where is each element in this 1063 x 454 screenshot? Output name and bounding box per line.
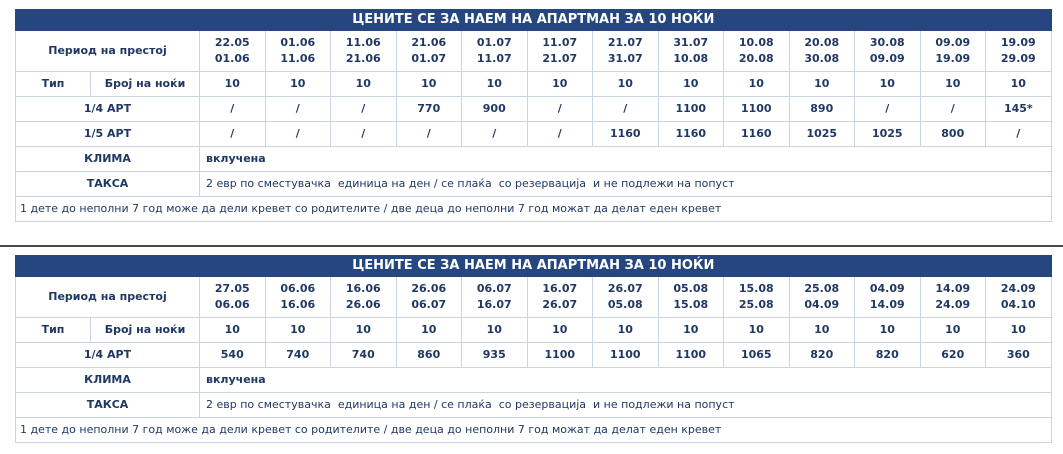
price-cell: 1160 (593, 122, 659, 147)
period-cell (200, 31, 266, 72)
table-title-row (16, 256, 1052, 277)
period-cell (200, 277, 266, 318)
period-from: 27.05 (214, 282, 250, 295)
period-to: 06.07 (411, 298, 447, 311)
period-cell (593, 31, 659, 72)
price-cell: 820 (855, 343, 921, 368)
period-cell (658, 31, 724, 72)
tax-row (16, 172, 1052, 197)
price-cell: 1100 (527, 343, 593, 368)
period-cell (855, 277, 921, 318)
period-to: 01.06 (214, 52, 250, 65)
price-table-2 (15, 255, 1052, 443)
period-to: 26.06 (345, 298, 381, 311)
period-to: 09.09 (869, 52, 905, 65)
period-to: 16.07 (476, 298, 512, 311)
period-row (16, 31, 1052, 72)
period-to: 11.07 (476, 52, 512, 65)
price-cell: 1160 (658, 122, 724, 147)
nights-cell: 10 (986, 318, 1052, 343)
note-cell (16, 197, 1052, 222)
apartment-type-label: 1/4 АРТ (16, 343, 200, 368)
period-cell (462, 31, 528, 72)
period-cell (265, 31, 331, 72)
price-row (16, 97, 1052, 122)
period-cell (724, 31, 790, 72)
apartment-type-label: 1/5 АРТ (16, 122, 200, 147)
period-to: 01.07 (411, 52, 447, 65)
nights-cell: 10 (200, 72, 266, 97)
period-from: 16.06 (345, 282, 381, 295)
period-from: 10.08 (738, 36, 774, 49)
nights-cell: 10 (789, 72, 855, 97)
price-cell: / (527, 122, 593, 147)
price-cell: / (920, 97, 986, 122)
price-cell: 770 (396, 97, 462, 122)
price-cell: 1100 (658, 97, 724, 122)
period-row (16, 277, 1052, 318)
period-to: 14.09 (869, 298, 905, 311)
period-from: 19.09 (1000, 36, 1036, 49)
nights-cell: 10 (396, 72, 462, 97)
period-cell (986, 31, 1052, 72)
period-label: Период на престој (16, 277, 200, 318)
price-cell: 1065 (724, 343, 790, 368)
type-label: Тип (16, 318, 91, 343)
period-to: 15.08 (673, 298, 709, 311)
tax-label: ТАКСА (16, 172, 200, 197)
price-cell: 740 (265, 343, 331, 368)
period-from: 01.07 (476, 36, 512, 49)
nights-label: Број на ноќи (91, 72, 200, 97)
children-note: 1 дете до неполни 7 год може да дели кревет со родителите / две деца до неполни 7 год можат да делат еден кревет (20, 202, 722, 215)
price-cell: 620 (920, 343, 986, 368)
period-to: 30.08 (804, 52, 840, 65)
price-cell: 800 (920, 122, 986, 147)
period-from: 06.07 (476, 282, 512, 295)
price-cell: 860 (396, 343, 462, 368)
period-from: 01.06 (280, 36, 316, 49)
nights-cell: 10 (920, 318, 986, 343)
price-cell: / (265, 122, 331, 147)
nights-cell: 10 (789, 318, 855, 343)
nights-cell: 10 (265, 318, 331, 343)
period-cell (527, 31, 593, 72)
period-cell (658, 277, 724, 318)
period-to: 26.07 (542, 298, 578, 311)
nights-cell: 10 (527, 72, 593, 97)
period-from: 26.06 (411, 282, 447, 295)
period-to: 16.06 (280, 298, 316, 311)
period-cell (920, 31, 986, 72)
note-row (16, 418, 1052, 443)
nights-cell: 10 (462, 318, 528, 343)
period-from: 11.06 (345, 36, 381, 49)
period-from: 15.08 (738, 282, 774, 295)
price-cell: / (331, 122, 397, 147)
ac-label: КЛИМА (16, 147, 200, 172)
period-from: 26.07 (607, 282, 643, 295)
nights-cell: 10 (724, 318, 790, 343)
price-cell: 540 (200, 343, 266, 368)
nights-cell: 10 (462, 72, 528, 97)
note-row (16, 197, 1052, 222)
table-title: ЦЕНИТЕ СЕ ЗА НАЕМ НА АПАРТМАН ЗА 10 НОЌИ (16, 256, 1052, 277)
price-cell: 1025 (855, 122, 921, 147)
period-from: 31.07 (673, 36, 709, 49)
period-to: 04.10 (1000, 298, 1036, 311)
nights-cell: 10 (527, 318, 593, 343)
price-cell: 1100 (593, 343, 659, 368)
period-to: 21.06 (345, 52, 381, 65)
period-cell (593, 277, 659, 318)
tax-value-cell (200, 172, 1052, 197)
ac-row (16, 147, 1052, 172)
nights-cell: 10 (855, 72, 921, 97)
note-cell (16, 418, 1052, 443)
nights-cell: 10 (724, 72, 790, 97)
period-from: 14.09 (935, 282, 971, 295)
ac-label: КЛИМА (16, 368, 200, 393)
price-cell: / (200, 97, 266, 122)
tax-value: 2 евр по сместувачка единица на ден / се плаќа со резервација и не подлежи на попуст (206, 398, 735, 411)
price-cell: / (200, 122, 266, 147)
price-cell: / (527, 97, 593, 122)
price-cell: 1160 (724, 122, 790, 147)
apartment-type-label: 1/4 АРТ (16, 97, 200, 122)
period-from: 09.09 (935, 36, 971, 49)
tax-value-cell (200, 393, 1052, 418)
period-from: 22.05 (214, 36, 250, 49)
ac-value: вклучена (200, 147, 1052, 172)
period-cell (265, 277, 331, 318)
period-label: Период на престој (16, 31, 200, 72)
nights-row (16, 72, 1052, 97)
table-title: ЦЕНИТЕ СЕ ЗА НАЕМ НА АПАРТМАН ЗА 10 НОЌИ (16, 10, 1052, 31)
period-from: 21.06 (411, 36, 447, 49)
period-from: 30.08 (869, 36, 905, 49)
nights-row (16, 318, 1052, 343)
period-from: 24.09 (1000, 282, 1036, 295)
period-from: 25.08 (804, 282, 840, 295)
period-from: 21.07 (607, 36, 643, 49)
period-from: 16.07 (542, 282, 578, 295)
period-cell (331, 277, 397, 318)
period-to: 05.08 (607, 298, 643, 311)
price-cell: 1025 (789, 122, 855, 147)
period-cell (724, 277, 790, 318)
nights-cell: 10 (593, 72, 659, 97)
price-cell: 360 (986, 343, 1052, 368)
period-cell (855, 31, 921, 72)
nights-cell: 10 (265, 72, 331, 97)
period-to: 31.07 (607, 52, 643, 65)
period-to: 06.06 (214, 298, 250, 311)
price-cell: 1100 (658, 343, 724, 368)
nights-cell: 10 (986, 72, 1052, 97)
section-divider (0, 245, 1063, 247)
price-cell: 1100 (724, 97, 790, 122)
period-to: 29.09 (1000, 52, 1036, 65)
period-from: 06.06 (280, 282, 316, 295)
period-cell (331, 31, 397, 72)
ac-row (16, 368, 1052, 393)
period-to: 10.08 (673, 52, 709, 65)
nights-cell: 10 (658, 72, 724, 97)
price-cell: 740 (331, 343, 397, 368)
period-to: 25.08 (738, 298, 774, 311)
nights-cell: 10 (593, 318, 659, 343)
price-cell: / (593, 97, 659, 122)
period-from: 11.07 (542, 36, 578, 49)
price-row (16, 122, 1052, 147)
period-from: 20.08 (804, 36, 840, 49)
price-table-1 (15, 9, 1052, 222)
price-cell: / (986, 122, 1052, 147)
price-row (16, 343, 1052, 368)
price-cell: / (265, 97, 331, 122)
nights-cell: 10 (658, 318, 724, 343)
price-cell: 935 (462, 343, 528, 368)
table-title-row (16, 10, 1052, 31)
period-from: 05.08 (673, 282, 709, 295)
period-cell (462, 277, 528, 318)
nights-cell: 10 (855, 318, 921, 343)
period-cell (789, 277, 855, 318)
period-to: 11.06 (280, 52, 316, 65)
period-to: 24.09 (935, 298, 971, 311)
nights-cell: 10 (331, 318, 397, 343)
tax-label: ТАКСА (16, 393, 200, 418)
nights-cell: 10 (920, 72, 986, 97)
price-cell: / (855, 97, 921, 122)
ac-value: вклучена (200, 368, 1052, 393)
nights-cell: 10 (396, 318, 462, 343)
period-cell (396, 277, 462, 318)
tax-row (16, 393, 1052, 418)
tax-value: 2 евр по сместувачка единица на ден / се плаќа со резервација и не подлежи на попуст (206, 177, 735, 190)
price-cell: 145* (986, 97, 1052, 122)
period-cell (396, 31, 462, 72)
price-cell: / (462, 122, 528, 147)
period-to: 19.09 (935, 52, 971, 65)
type-label: Тип (16, 72, 91, 97)
period-cell (920, 277, 986, 318)
price-cell: 900 (462, 97, 528, 122)
period-from: 04.09 (869, 282, 905, 295)
price-cell: / (331, 97, 397, 122)
period-cell (527, 277, 593, 318)
nights-cell: 10 (200, 318, 266, 343)
period-to: 21.07 (542, 52, 578, 65)
price-cell: 890 (789, 97, 855, 122)
period-to: 04.09 (804, 298, 840, 311)
period-to: 20.08 (738, 52, 774, 65)
nights-label: Број на ноќи (91, 318, 200, 343)
children-note: 1 дете до неполни 7 год може да дели кревет со родителите / две деца до неполни 7 год можат да делат еден кревет (20, 423, 722, 436)
period-cell (986, 277, 1052, 318)
price-cell: / (396, 122, 462, 147)
price-cell: 820 (789, 343, 855, 368)
nights-cell: 10 (331, 72, 397, 97)
period-cell (789, 31, 855, 72)
